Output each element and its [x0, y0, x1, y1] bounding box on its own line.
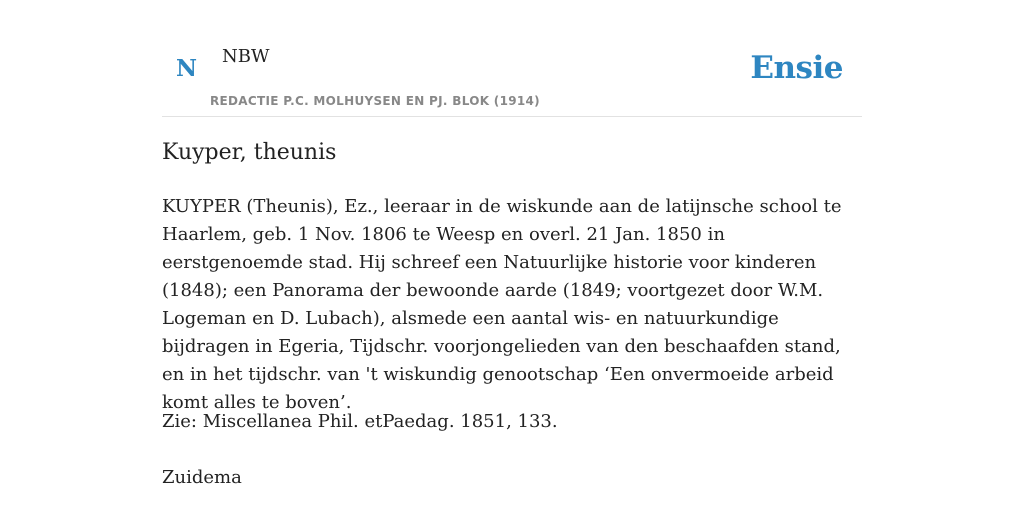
source-logo-icon[interactable]: N	[176, 55, 198, 82]
entry-author: Zuidema	[162, 467, 242, 488]
entry-reference: Zie: Miscellanea Phil. etPaedag. 1851, 133.	[162, 411, 558, 432]
header	[162, 0, 862, 117]
entry-body: KUYPER (Theunis), Ez., leeraar in de wiskunde aan de latijnsche school te Haarlem, geb. 1 Nov. 1806 te Weesp en overl. 21 Jan. 1850 in eerstgenoemde stad. Hij schreef een Natuurlijke historie voor kinderen (1848); een Panorama der bewoonde aarde (1849; voortgezet door W.M. Logeman en D. Lubach), alsmede een aantal wis- en natuurkundige bijdragen in Egeria, Tijdschr. voorjongelieden van den beschaafden stand, en in het tijdschr. van 't wiskundig genootschap ‘Een onvermoeide arbeid komt alles te boven’.	[162, 196, 842, 413]
page-container	[162, 0, 862, 488]
source-name-link[interactable]: NBW	[222, 46, 270, 67]
entry-title: Kuyper, theunis	[162, 140, 337, 165]
ensie-logo-link[interactable]: Ensie	[750, 50, 843, 86]
editor-credit: REDACTIE P.C. MOLHUYSEN EN PJ. BLOK (1914)	[210, 94, 540, 108]
